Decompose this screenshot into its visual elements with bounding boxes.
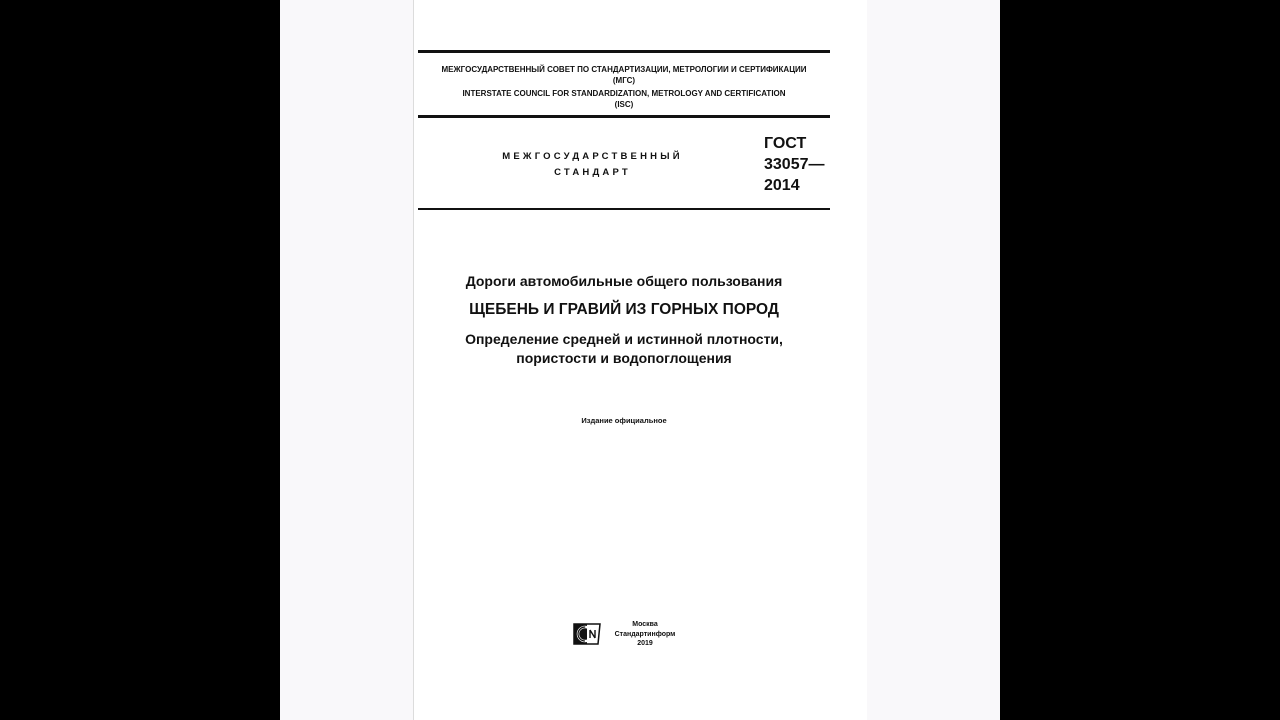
publisher-year: 2019 xyxy=(637,640,653,647)
gost-designation xyxy=(764,133,825,196)
gost-year: 2014 xyxy=(764,177,800,194)
gost-number: 33057— xyxy=(764,156,825,173)
publisher-city: Москва xyxy=(632,621,658,628)
title-subtitle-line1: Определение средней и истинной плотности, xyxy=(465,331,783,347)
standard-type-line2: СТАНДАРТ xyxy=(554,167,631,178)
edition-label: Издание официальное xyxy=(581,416,667,425)
standartinform-logo-icon xyxy=(573,622,601,646)
gost-label: ГОСТ xyxy=(764,135,807,152)
council-name-en xyxy=(418,88,830,110)
standard-type xyxy=(480,149,705,181)
council-name-en-text: INTERSTATE COUNCIL FOR STANDARDIZATION, METROLOGY AND CERTIFICATION xyxy=(462,89,786,98)
title-subtitle-line2: пористости и водопоглощения xyxy=(516,350,732,366)
council-abbr-ru: (МГС) xyxy=(612,76,636,85)
council-name-ru-text: МЕЖГОСУДАРСТВЕННЫЙ СОВЕТ ПО СТАНДАРТИЗАЦИИ, МЕТРОЛОГИИ И СЕРТИФИКАЦИИ xyxy=(441,65,807,74)
council-abbr-en: (ISC) xyxy=(614,100,634,109)
header-divider-rule xyxy=(418,115,830,118)
title-subtitle xyxy=(418,330,830,368)
title-main: ЩЕБЕНЬ И ГРАВИЙ ИЗ ГОРНЫХ ПОРОД xyxy=(469,301,779,318)
publisher-name: Стандартинформ xyxy=(614,630,676,638)
publisher-info xyxy=(605,620,685,649)
header-bottom-rule xyxy=(418,208,830,210)
top-rule xyxy=(418,50,830,53)
title-category: Дороги автомобильные общего пользования xyxy=(465,273,783,289)
standard-type-line1: МЕЖГОСУДАРСТВЕННЫЙ xyxy=(502,151,683,162)
council-name-ru xyxy=(418,64,830,86)
